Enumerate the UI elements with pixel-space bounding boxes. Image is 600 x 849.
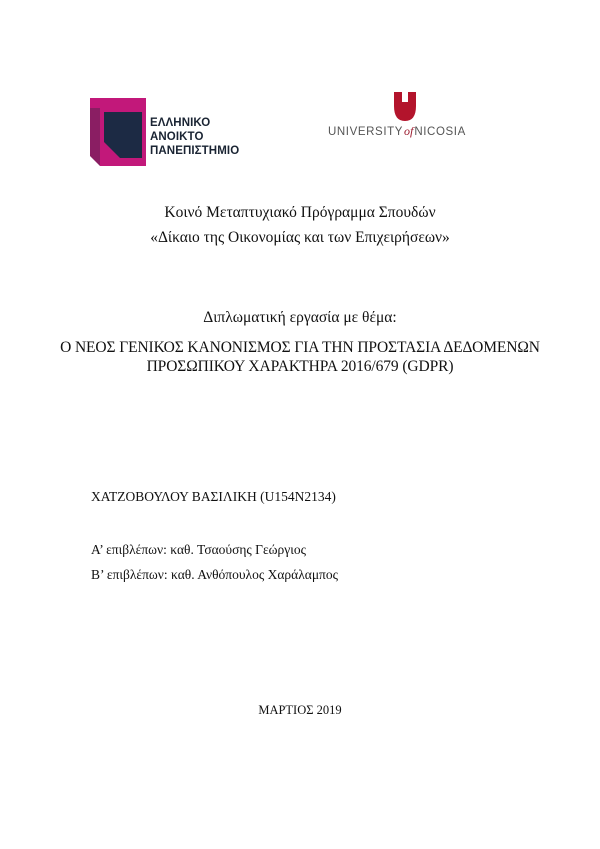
unic-word-of: of bbox=[404, 124, 414, 138]
program-line-2: «Δίκαιο της Οικονομίας και των Επιχειρήσεων» bbox=[150, 229, 450, 246]
eap-logo-mark-icon bbox=[90, 98, 146, 166]
author-name: ΧΑΤΖΟΒΟΥΛΟΥ ΒΑΣΙΛΙΚΗ (U154N2134) bbox=[91, 489, 336, 504]
second-supervisor: Β’ επιβλέπων: καθ. Ανθόπουλος Χαράλαμπος bbox=[91, 567, 338, 582]
eap-logo-line-2: ΑΝΟΙΚΤΟ bbox=[150, 131, 204, 143]
university-of-nicosia-logo bbox=[322, 86, 492, 146]
first-supervisor: Α’ επιβλέπων: καθ. Τσαούσης Γεώργιος bbox=[91, 542, 306, 557]
eap-logo-line-1: ΕΛΛΗΝΙΚΟ bbox=[150, 117, 211, 129]
eap-logo-text bbox=[150, 116, 239, 158]
thesis-intro: Διπλωματική εργασία με θέμα: bbox=[203, 309, 397, 326]
eap-logo-line-3: ΠΑΝΕΠΙΣΤΗΜΙΟ bbox=[150, 145, 240, 157]
unic-word-nicosia: NICOSIA bbox=[414, 126, 466, 138]
program-line-1: Κοινό Μεταπτυχιακό Πρόγραμμα Σπουδών bbox=[164, 204, 436, 221]
thesis-title: Ο ΝΕΟΣ ΓΕΝΙΚΟΣ ΚΑΝΟΝΙΣΜΟΣ ΓΙΑ ΤΗΝ ΠΡΟΣΤΑΣΙΑ ΔΕΔΟΜΕΝΩΝ ΠΡΟΣΩΠΙΚΟΥ ΧΑΡΑΚΤΗΡΑ 2016/679 (GDPR) bbox=[60, 339, 540, 375]
program-title bbox=[0, 200, 600, 250]
unic-word-university: UNIVERSITY bbox=[328, 126, 404, 138]
unic-logo-wordmark bbox=[328, 124, 466, 139]
hellenic-open-university-logo bbox=[90, 98, 260, 168]
submission-date: ΜΑΡΤΙΟΣ 2019 bbox=[258, 703, 342, 717]
unic-logo-mark-icon bbox=[392, 92, 418, 122]
